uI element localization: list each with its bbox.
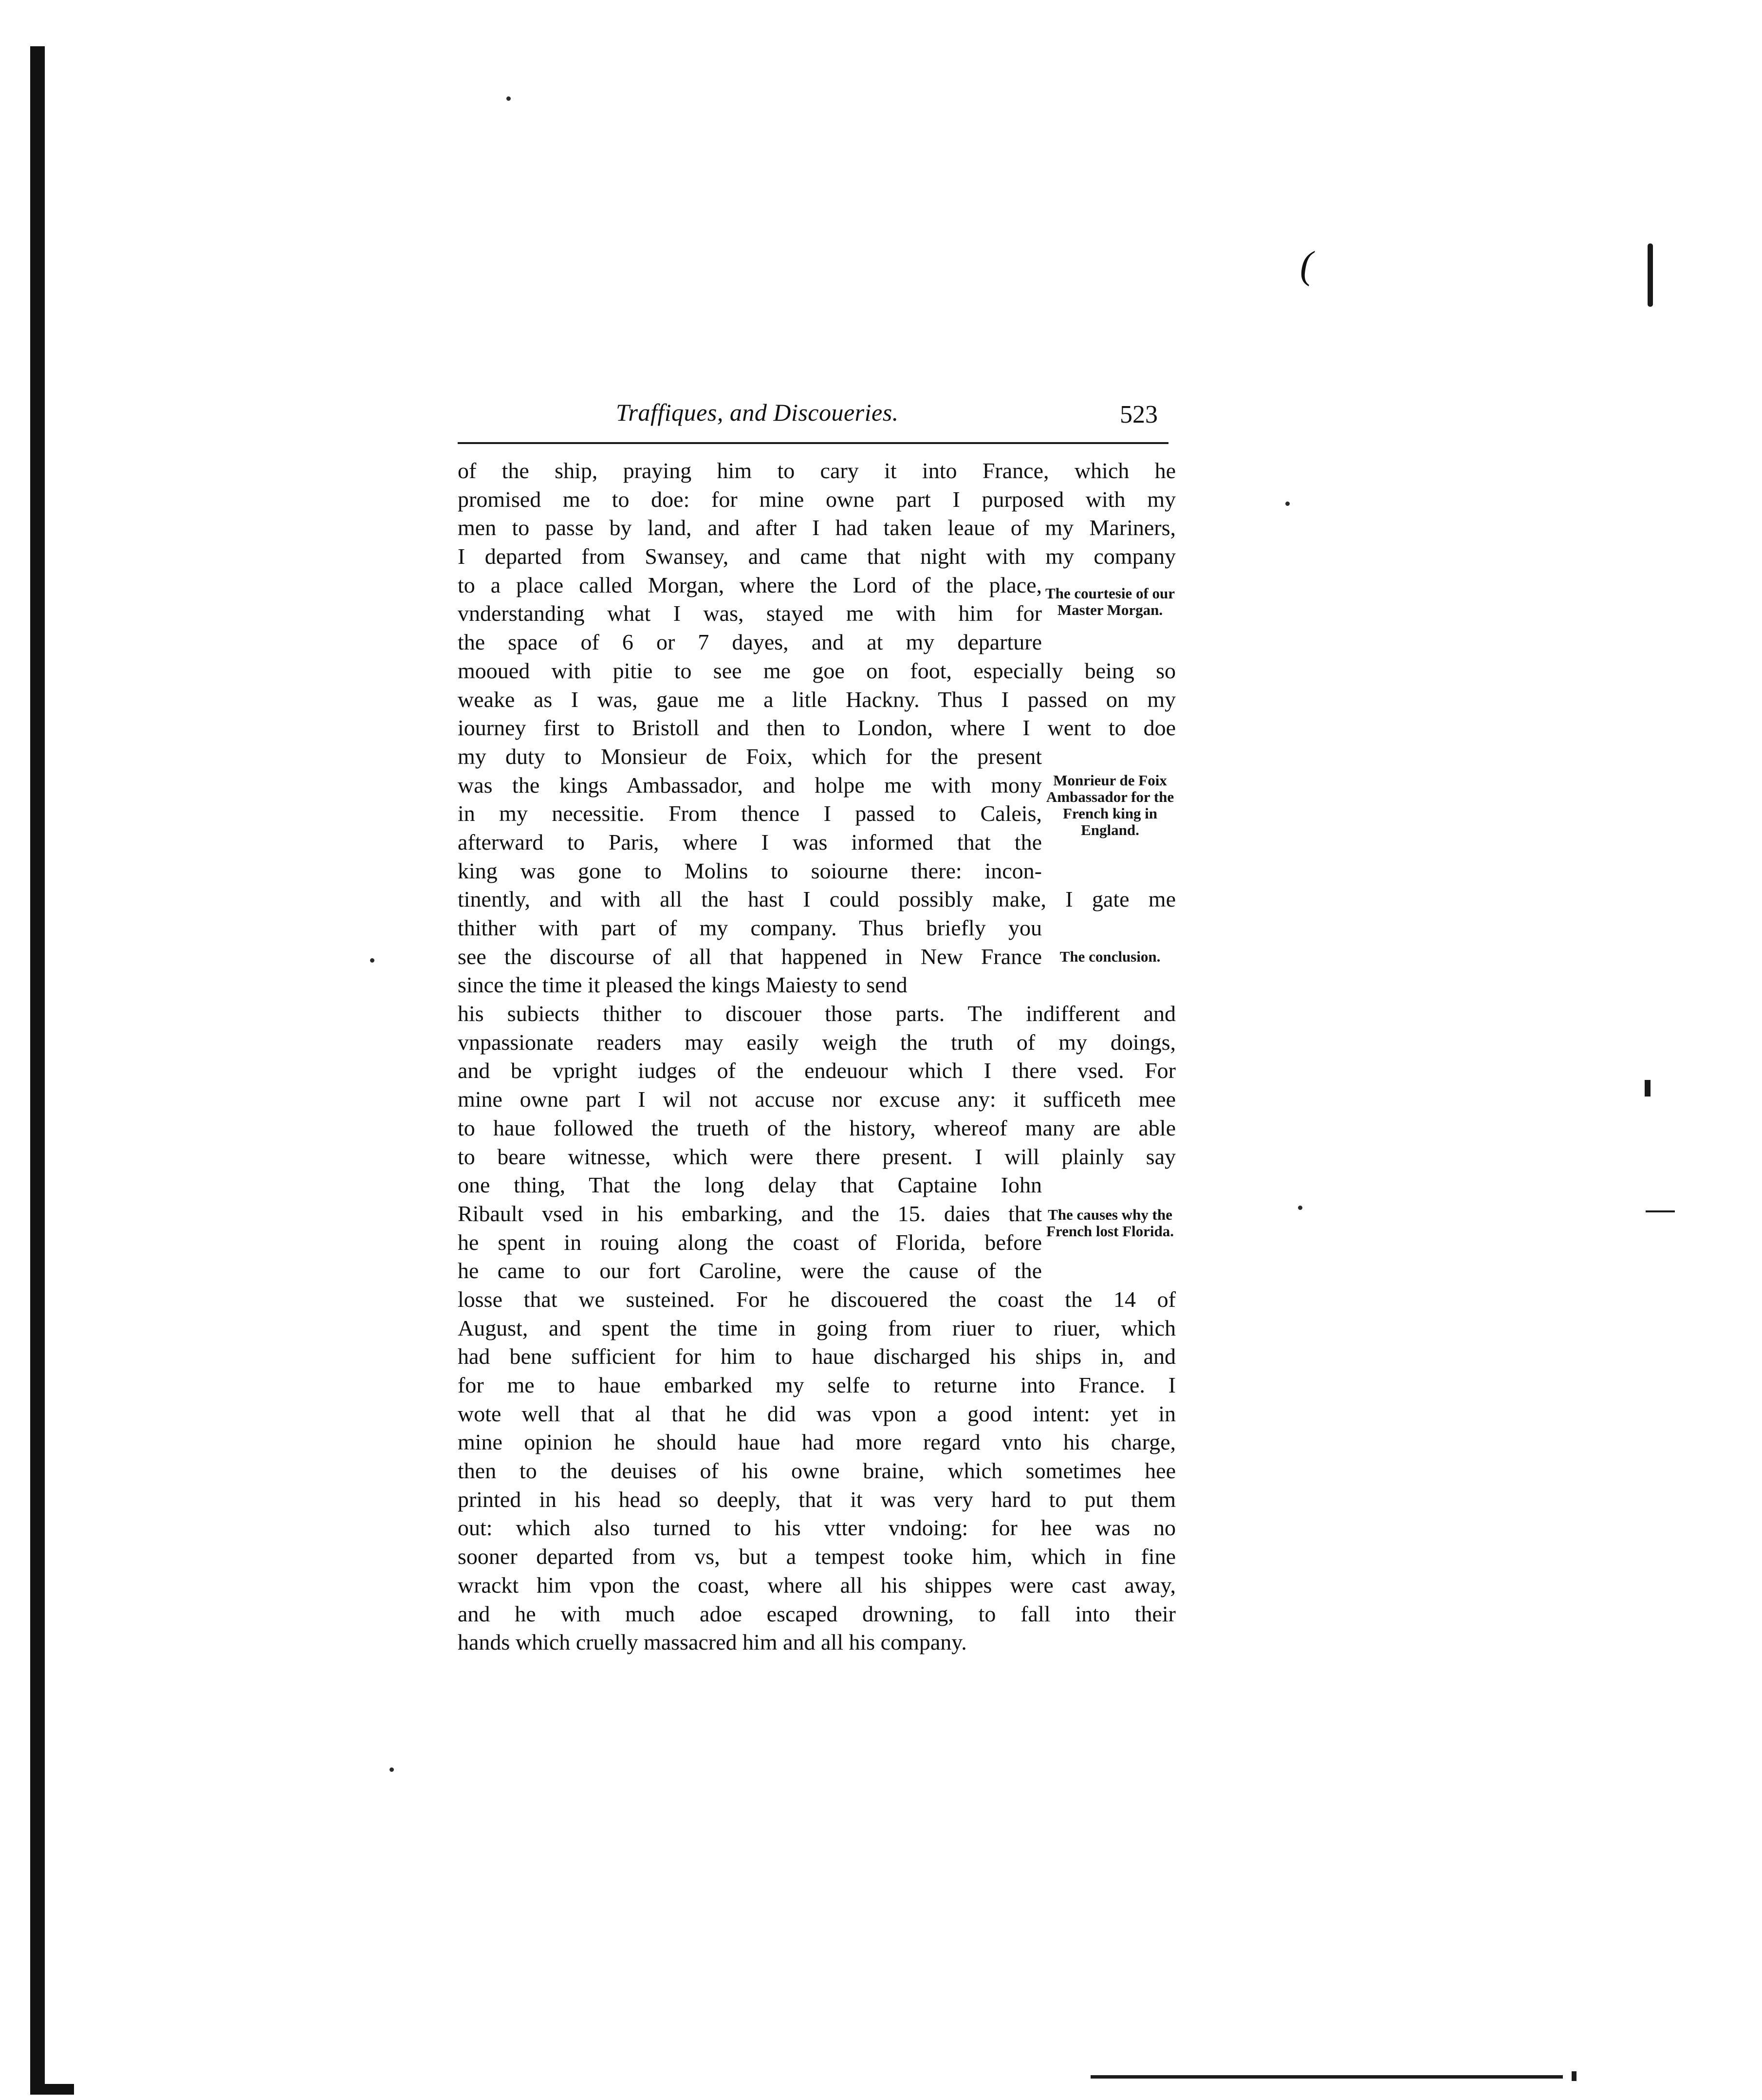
text-line: mine opinion he should haue had more regard vnto his charge, — [458, 1430, 1176, 1455]
scan-artifact-mark — [1645, 1080, 1651, 1096]
text-line: of the ship, praying him to cary it into France, which he — [458, 458, 1176, 483]
text-line: he spent in rouing along the coast of Florida, before — [458, 1229, 1042, 1255]
scan-speck — [506, 96, 511, 101]
scan-artifact-mark — [1646, 1210, 1675, 1212]
margin-note-courtesie: The courtesie of our Master Morgan. — [1045, 585, 1175, 618]
text-line: vnderstanding what I was, stayed me with him for — [458, 601, 1042, 626]
text-line: Ribault vsed in his embarking, and the 15. daies that — [458, 1201, 1042, 1226]
header-rule — [458, 442, 1168, 444]
text-line: men to passe by land, and after I had taken leaue of my Mariners, — [458, 515, 1176, 540]
text-line: I departed from Swansey, and came that night with my company — [458, 544, 1176, 569]
text-line: wrackt him vpon the coast, where all his shippes were cast away, — [458, 1572, 1176, 1598]
text-line: king was gone to Molins to soiourne there: incon- — [458, 858, 1042, 883]
text-line: then to the deuises of his owne braine, which sometimes hee — [458, 1458, 1176, 1484]
text-line: afterward to Paris, where I was informed that the — [458, 829, 1042, 855]
text-line: mine owne part I wil not accuse nor excuse any: it sufficeth mee — [458, 1087, 1176, 1112]
text-line: hands which cruelly massacred him and all his company. — [458, 1630, 967, 1655]
text-line: printed in his head so deeply, that it was very hard to put them — [458, 1487, 1176, 1512]
scan-speck — [1298, 1206, 1302, 1210]
scan-speck — [389, 1767, 394, 1772]
scan-binding-edge — [30, 46, 45, 2094]
text-line: and he with much adoe escaped drowning, to fall into their — [458, 1601, 1176, 1626]
text-line: tinently, and with all the hast I could possibly make, I gate me — [458, 887, 1176, 912]
text-line: his subiects thither to discouer those parts. The indifferent and — [458, 1001, 1176, 1026]
text-line: in my necessitie. From thence I passed to Caleis, — [458, 801, 1042, 826]
text-line: the space of 6 or 7 dayes, and at my departure — [458, 630, 1042, 655]
scan-bottom-rule — [1091, 2075, 1563, 2079]
text-line: iourney first to Bristoll and then to London, where I went to doe — [458, 715, 1176, 741]
running-title: Traffiques, and Discoueries. — [616, 399, 899, 426]
margin-note-conclusion: The conclusion. — [1059, 948, 1161, 965]
body-text — [458, 457, 1176, 1657]
margin-note-causes: The causes why the French lost Florida. — [1046, 1206, 1174, 1240]
scan-binding-foot — [30, 2084, 74, 2095]
text-line: to beare witnesse, which were there present. I will plainly say — [458, 1144, 1176, 1169]
text-line: vnpassionate readers may easily weigh the truth of my doings, — [458, 1029, 1176, 1055]
text-line: weake as I was, gaue me a litle Hackny. Thus I passed on my — [458, 687, 1176, 712]
text-line: wote well that al that he did was vpon a good intent: yet in — [458, 1401, 1176, 1426]
page-number: 523 — [1120, 401, 1158, 428]
text-line: August, and spent the time in going from riuer to riuer, which — [458, 1315, 1176, 1340]
text-line: since the time it pleased the kings Maiesty to send — [458, 972, 908, 998]
text-line: mooued with pitie to see me goe on foot, especially being so — [458, 658, 1176, 683]
text-line: to haue followed the trueth of the history, whereof many are able — [458, 1115, 1176, 1140]
text-line: see the discourse of all that happened in New France — [458, 944, 1042, 969]
scan-artifact-mark: ( — [1300, 244, 1313, 287]
text-line: was the kings Ambassador, and holpe me with mony — [458, 772, 1042, 798]
text-line: to a place called Morgan, where the Lord of the place, — [458, 572, 1042, 597]
text-line: had bene sufficient for him to haue discharged his ships in, and — [458, 1344, 1176, 1369]
text-line: he came to our fort Caroline, were the cause of the — [458, 1258, 1042, 1283]
text-line: promised me to doe: for mine owne part I purposed with my — [458, 486, 1176, 512]
text-line: for me to haue embarked my selfe to returne into France. I — [458, 1373, 1176, 1397]
text-line: thither with part of my company. Thus briefly you — [458, 915, 1042, 940]
text-line: my duty to Monsieur de Foix, which for the present — [458, 743, 1042, 769]
text-line: one thing, That the long delay that Captaine Iohn — [458, 1172, 1042, 1198]
scan-artifact-mark — [1572, 2071, 1577, 2081]
text-line: out: which also turned to his vtter vndoing: for hee was no — [458, 1515, 1176, 1541]
scan-speck — [1285, 502, 1290, 506]
margin-note-foix: Monrieur de Foix Ambassador for the French king in England. — [1046, 772, 1174, 838]
text-line: sooner departed from vs, but a tempest tooke him, which in fine — [458, 1544, 1176, 1569]
scan-speck — [370, 958, 374, 963]
text-line: losse that we susteined. For he discouered the coast the 14 of — [458, 1286, 1176, 1312]
text-line: and be vpright iudges of the endeuour which I there vsed. For — [458, 1058, 1176, 1083]
scan-artifact-mark — [1648, 243, 1653, 307]
